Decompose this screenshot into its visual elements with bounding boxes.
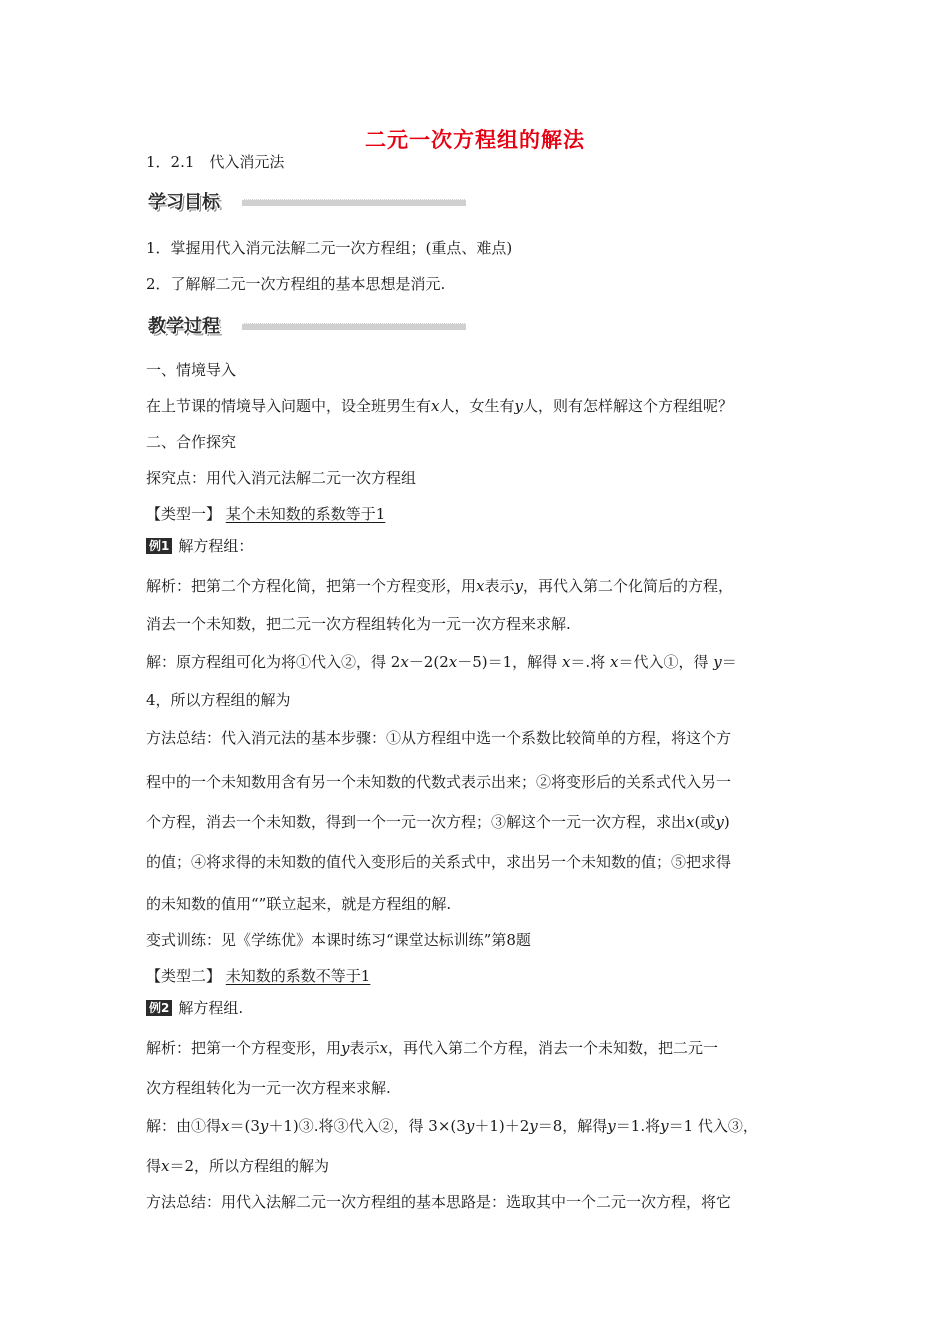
paragraph: 解析：把第一个方程变形，用y表示x，再代入第二个方程，消去一个未知数，把二元一 xyxy=(146,1039,718,1057)
heading-intro: 一、情境导入 xyxy=(146,361,237,379)
paragraph: 的值；④将求得的未知数的值代入变形后的关系式中，求出另一个未知数的值；⑤把求得 xyxy=(146,853,732,871)
paragraph: 个方程，消去一个未知数，得到一个一元一次方程；③解这个一元一次方程，求出x(或y) xyxy=(146,813,730,831)
paragraph: 在上节课的情境导入问题中，设全班男生有x人，女生有y人，则有怎样解这个方程组呢？ xyxy=(146,397,733,415)
lesson-subtitle: 1．2.1 代入消元法 xyxy=(146,153,285,171)
paragraph: 程中的一个未知数用含有另一个未知数的代数式表示出来；②将变形后的关系式代入另一 xyxy=(146,773,732,791)
paragraph: 消去一个未知数，把二元一次方程组转化为一元一次方程来求解. xyxy=(146,615,571,633)
goal-item: 2．了解解二元一次方程组的基本思想是消元. xyxy=(146,275,446,293)
example-line: 例1 解方程组： xyxy=(146,536,253,556)
paragraph: 解：由①得x＝(3y＋1)③.将③代入②，得 3×(3y＋1)＋2y＝8，解得y＝1.将y＝1 代入③， xyxy=(146,1117,758,1135)
paragraph: 解析：把第二个方程化简，把第一个方程变形，用x表示y，再代入第二个化简后的方程， xyxy=(146,577,733,595)
divider xyxy=(242,199,466,206)
paragraph: 方法总结：代入消元法的基本步骤：①从方程组中选一个系数比较简单的方程，将这个方 xyxy=(146,729,732,747)
paragraph: 的未知数的值用“”联立起来，就是方程组的解. xyxy=(146,895,452,913)
example-badge: 例2 xyxy=(146,1000,172,1016)
type-heading: 【类型一】 某个未知数的系数等于1 xyxy=(146,505,386,523)
section-label: 学习目标 xyxy=(148,192,220,213)
explore-point: 探究点：用代入消元法解二元一次方程组 xyxy=(146,469,417,487)
divider xyxy=(242,323,466,330)
heading-explore: 二、合作探究 xyxy=(146,433,237,451)
variant-training: 变式训练：见《学练优》本课时练习“课堂达标训练”第8题 xyxy=(146,931,531,949)
section-header-goals xyxy=(146,190,466,212)
example-line: 例2 解方程组. xyxy=(146,998,243,1018)
page-title: 二元一次方程组的解法 xyxy=(365,127,585,152)
paragraph: 得x＝2，所以方程组的解为 xyxy=(146,1157,330,1175)
paragraph: 解：原方程组可化为将①代入②，得 2x－2(2x－5)＝1，解得 x＝.将 x＝代入①，得 y＝ xyxy=(146,653,737,671)
section-label: 教学过程 xyxy=(148,316,220,337)
section-header-process xyxy=(146,314,466,336)
goal-item: 1．掌握用代入消元法解二元一次方程组；(重点、难点) xyxy=(146,239,513,257)
paragraph: 4，所以方程组的解为 xyxy=(146,691,291,709)
paragraph: 方法总结：用代入法解二元一次方程组的基本思路是：选取其中一个二元一次方程，将它 xyxy=(146,1193,732,1211)
example-badge: 例1 xyxy=(146,538,172,554)
type-heading: 【类型二】 未知数的系数不等于1 xyxy=(146,967,371,985)
paragraph: 次方程组转化为一元一次方程来求解. xyxy=(146,1079,391,1097)
